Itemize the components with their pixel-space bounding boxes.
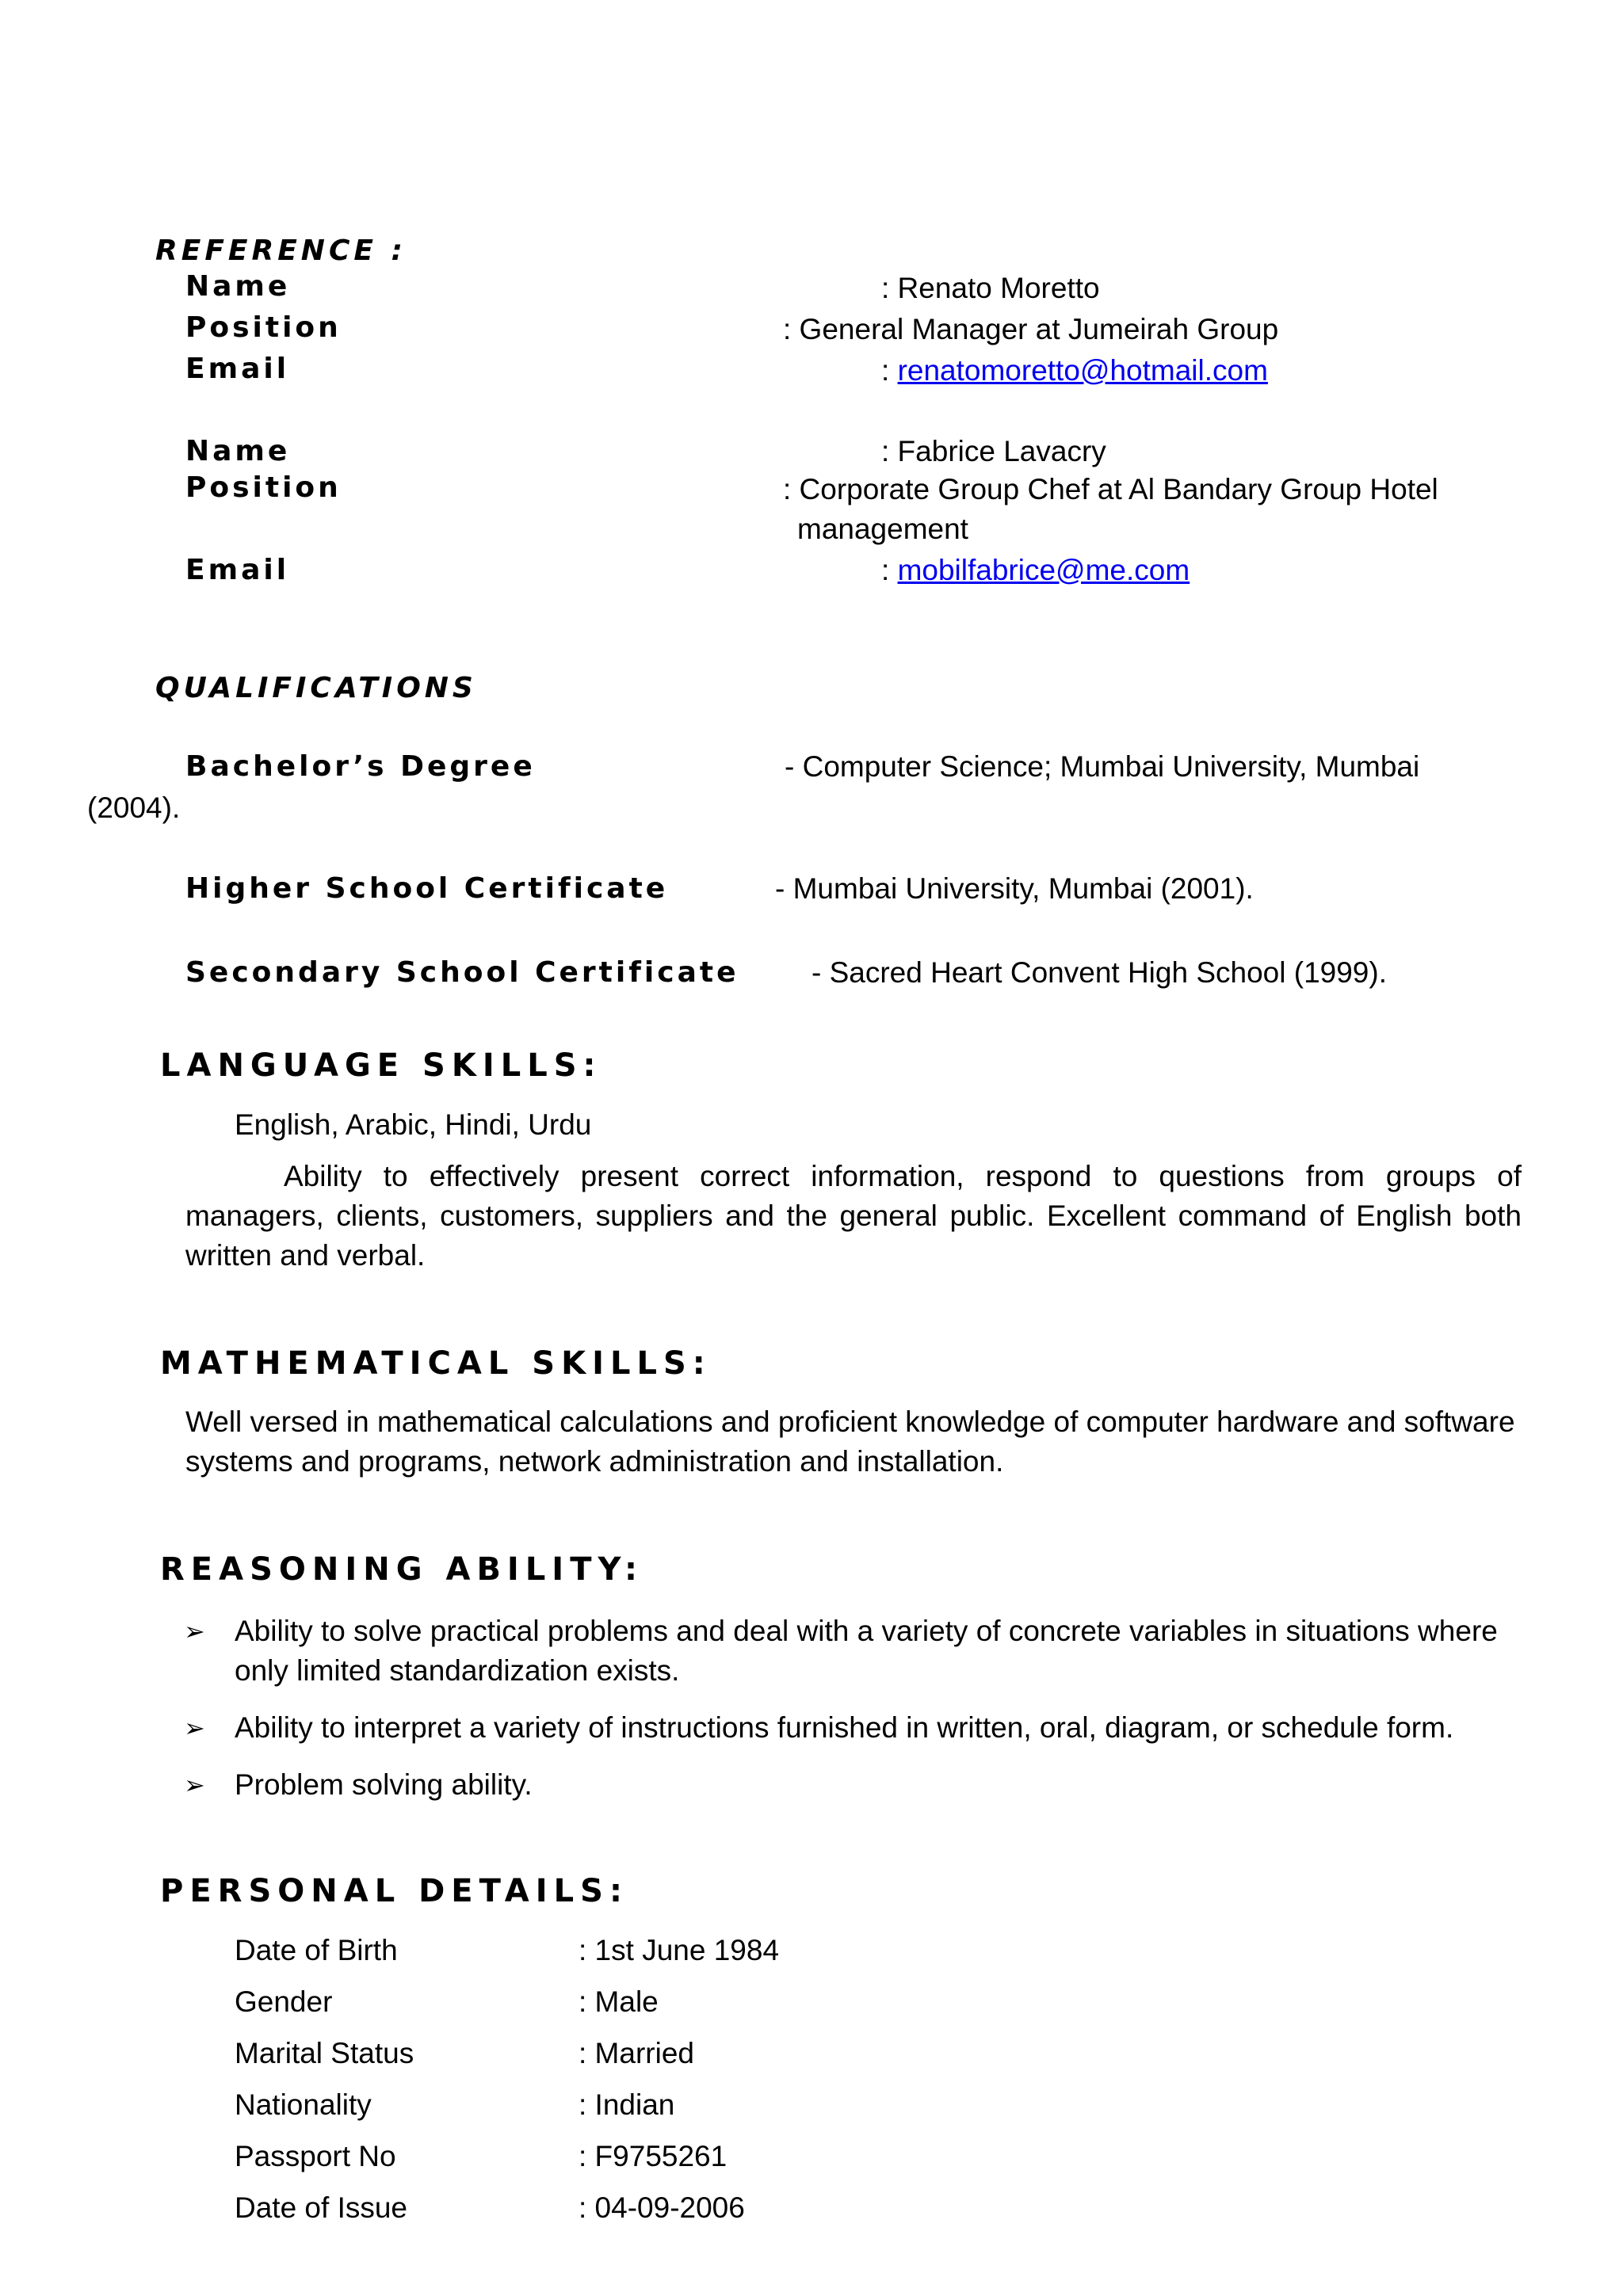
reference-2-email-link[interactable]: mobilfabrice@me.com bbox=[897, 554, 1190, 586]
personal-value-passport: : F9755261 bbox=[579, 2140, 727, 2172]
qualification-1-label: Bachelor’s Degree bbox=[185, 750, 536, 783]
reference-2-position-value-cont: management bbox=[797, 513, 968, 545]
reference-1-email-value bbox=[881, 353, 1268, 388]
reference-1-position-value: : General Manager at Jumeirah Group bbox=[783, 313, 1279, 345]
bullet-arrow-icon: ➢ bbox=[184, 1616, 205, 1646]
reference-1-name-label: Name bbox=[185, 270, 291, 303]
email-colon: : bbox=[881, 354, 890, 387]
reasoning-item-2: Ability to interpret a variety of instructions furnished in written, oral, diagram, or schedule form. bbox=[235, 1711, 1454, 1744]
personal-value-date-of-issue: : 04-09-2006 bbox=[579, 2191, 745, 2224]
reference-2-name-value: : Fabrice Lavacry bbox=[881, 435, 1106, 467]
reference-1-position-label: Position bbox=[185, 311, 342, 344]
personal-value-nationality: : Indian bbox=[579, 2088, 675, 2121]
reference-2-position-value: : Corporate Group Chef at Al Bandary Group Hotel bbox=[783, 473, 1438, 505]
personal-label-nationality: Nationality bbox=[235, 2088, 372, 2121]
reasoning-heading: REASONING ABILITY: bbox=[160, 1551, 643, 1588]
qualification-2-value: - Mumbai University, Mumbai (2001). bbox=[775, 872, 1254, 905]
email-colon: : bbox=[881, 554, 890, 586]
qualification-3-label: Secondary School Certificate bbox=[185, 956, 739, 989]
personal-label-dob: Date of Birth bbox=[235, 1934, 398, 1966]
qualifications-heading: QUALIFICATIONS bbox=[155, 672, 477, 704]
bullet-arrow-icon: ➢ bbox=[184, 1713, 205, 1743]
reference-1-email-label: Email bbox=[185, 353, 290, 385]
reference-2-position-label: Position bbox=[185, 471, 342, 504]
personal-value-marital-status: : Married bbox=[579, 2037, 694, 2069]
qualification-1-value-cont: (2004). bbox=[87, 791, 181, 824]
reasoning-item-1: Ability to solve practical problems and deal with a variety of concrete variables in situations where only limited standardization exists. bbox=[235, 1615, 1498, 1687]
qualification-1-value: - Computer Science; Mumbai University, Mumbai bbox=[785, 750, 1420, 783]
languages-list: English, Arabic, Hindi, Urdu bbox=[235, 1108, 592, 1141]
personal-details-heading: PERSONAL DETAILS: bbox=[160, 1873, 628, 1909]
personal-value-gender: : Male bbox=[579, 1985, 659, 2018]
reference-heading: REFERENCE : bbox=[155, 235, 407, 267]
math-skills-heading: MATHEMATICAL SKILLS: bbox=[160, 1345, 712, 1382]
reference-2-email-value bbox=[881, 553, 1190, 588]
personal-label-passport: Passport No bbox=[235, 2140, 396, 2172]
reference-2-name-label: Name bbox=[185, 435, 291, 467]
reference-1-email-link[interactable]: renatomoretto@hotmail.com bbox=[897, 354, 1268, 387]
language-skills-heading: LANGUAGE SKILLS: bbox=[160, 1047, 602, 1084]
bullet-arrow-icon: ➢ bbox=[184, 1770, 205, 1800]
personal-label-date-of-issue: Date of Issue bbox=[235, 2191, 408, 2224]
math-paragraph: Well versed in mathematical calculations and proficient knowledge of computer hardware and software systems and programs, network administration and installation. bbox=[185, 1405, 1515, 1478]
reference-1-name-value: : Renato Moretto bbox=[881, 272, 1100, 304]
qualification-2-label: Higher School Certificate bbox=[185, 872, 669, 905]
language-paragraph: Ability to effectively present correct information, respond to questions from groups of managers, clients, customers, suppliers and the general public. Excellent command of English both written and verbal. bbox=[185, 1160, 1522, 1272]
personal-value-dob: : 1st June 1984 bbox=[579, 1934, 780, 1966]
reference-2-email-label: Email bbox=[185, 554, 290, 586]
reasoning-item-3: Problem solving ability. bbox=[235, 1768, 533, 1801]
qualification-3-value: - Sacred Heart Convent High School (1999). bbox=[812, 956, 1387, 989]
personal-label-gender: Gender bbox=[235, 1985, 333, 2018]
personal-label-marital-status: Marital Status bbox=[235, 2037, 414, 2069]
